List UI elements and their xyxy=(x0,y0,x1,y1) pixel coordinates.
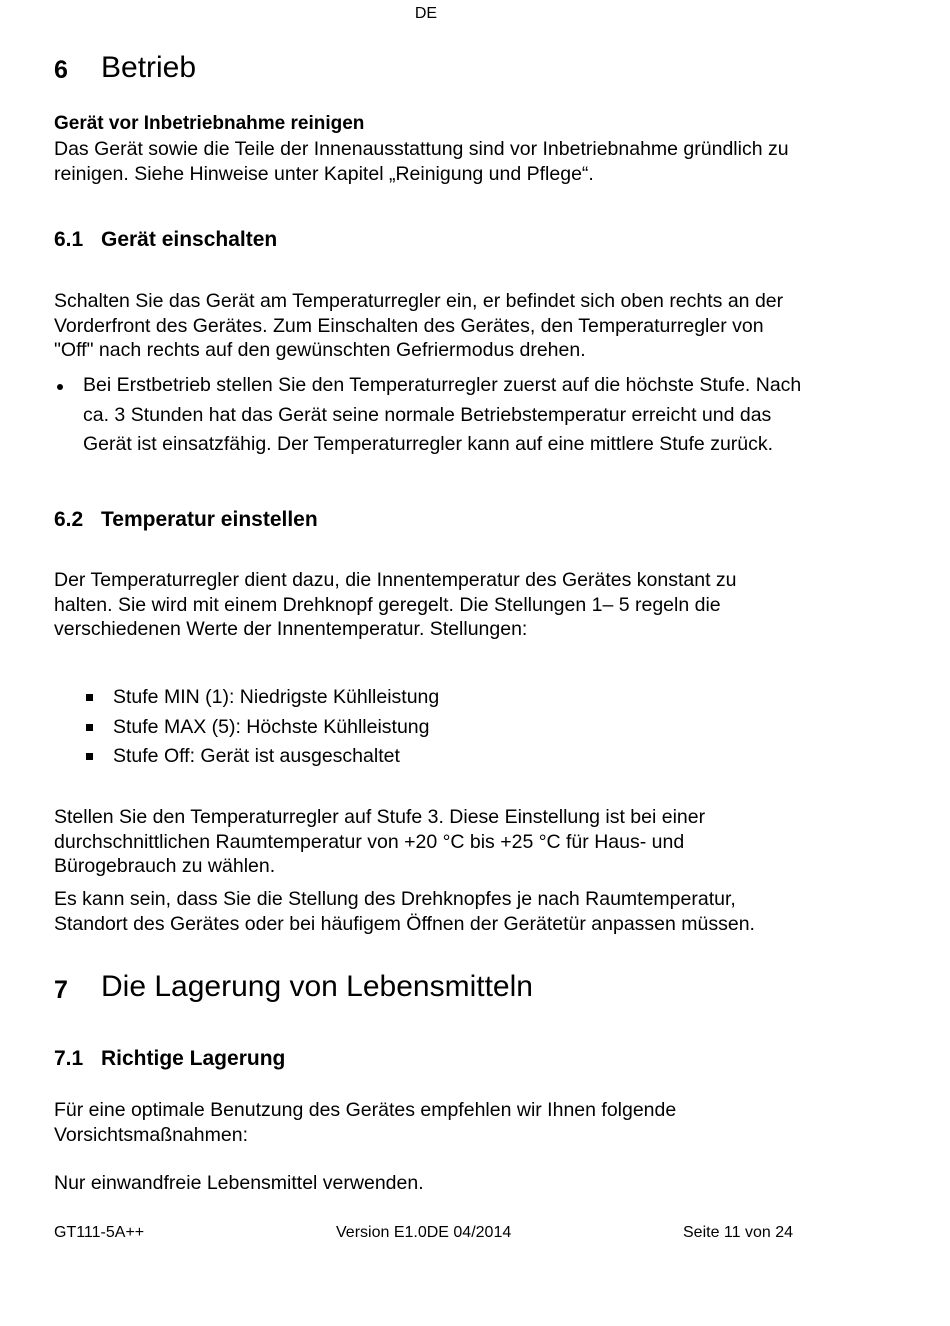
note-line-2: Standort des Gerätes oder bei häufigem Öffnen der Gerätetür anpassen müssen. xyxy=(54,912,755,935)
note-line-1: Es kann sein, dass Sie die Stellung des Drehknopfes je nach Raumtemperatur, xyxy=(54,888,736,910)
clean-line-2: reinigen. Siehe Hinweise unter Kapitel „Reinigung und Pflege“. xyxy=(54,162,594,185)
section-6-2-number: 6.2 xyxy=(54,508,84,531)
clean-line-1: Das Gerät sowie die Teile der Innenausstattung sind vor Inbetriebnahme gründlich zu xyxy=(54,138,789,160)
storage-paragraph xyxy=(54,1098,676,1147)
regulator-intro-line-3: verschiedenen Werte der Innentemperatur. Stellungen: xyxy=(54,618,528,640)
section-6-title: Betrieb xyxy=(101,51,197,84)
bullet-dot-icon xyxy=(57,384,63,390)
square-bullet-icon xyxy=(86,694,93,701)
switch-on-line-1: Schalten Sie das Gerät am Temperaturregler ein, er befindet sich oben rechts an der xyxy=(54,290,784,312)
square-bullet-icon xyxy=(86,753,93,760)
setting-item-max: Stufe MAX (5): Höchste Kühlleistung xyxy=(113,716,430,738)
clean-paragraph xyxy=(54,137,789,186)
section-7-number: 7 xyxy=(54,976,68,1004)
section-6-1-title: Gerät einschalten xyxy=(101,228,278,251)
section-6-number: 6 xyxy=(54,56,68,84)
regulator-intro-paragraph xyxy=(54,568,737,642)
storage-line-2: Vorsichtsmaßnahmen: xyxy=(54,1123,249,1146)
note-paragraph xyxy=(54,887,755,936)
advice-line-1: Stellen Sie den Temperaturregler auf Stufe 3. Diese Einstellung ist bei einer xyxy=(54,806,706,828)
switch-on-line-2: Vorderfront des Gerätes. Zum Einschalten des Gerätes, den Temperaturregler von xyxy=(54,314,764,337)
square-bullet-icon xyxy=(86,724,93,731)
first-use-line-3: Gerät ist einsatzfähig. Der Temperaturregler kann auf eine mittlere Stufe zurück. xyxy=(83,433,774,455)
footer-model: GT111-5A++ xyxy=(54,1224,145,1241)
section-7-title: Die Lagerung von Lebensmitteln xyxy=(101,970,533,1003)
clean-heading: Gerät vor Inbetriebnahme reinigen xyxy=(54,113,365,134)
section-7-1-number: 7.1 xyxy=(54,1047,84,1070)
regulator-intro-line-2: halten. Sie wird mit einem Drehknopf geregelt. Die Stellungen 1– 5 regeln die xyxy=(54,593,721,616)
section-7-1-title: Richtige Lagerung xyxy=(101,1047,286,1070)
switch-on-line-3: "Off" nach rechts auf den gewünschten Gefriermodus drehen. xyxy=(54,339,586,361)
advice-line-2: durchschnittlichen Raumtemperatur von +20 °C bis +25 °C für Haus- und xyxy=(54,830,685,853)
storage-final-line: Nur einwandfreie Lebensmittel verwenden. xyxy=(54,1172,424,1194)
footer-page-number: Seite 11 von 24 xyxy=(683,1224,794,1241)
first-use-bullet xyxy=(83,371,801,460)
advice-paragraph xyxy=(54,805,705,879)
language-code: DE xyxy=(414,5,438,22)
section-6-2-title: Temperatur einstellen xyxy=(101,508,318,531)
storage-line-1: Für eine optimale Benutzung des Gerätes empfehlen wir Ihnen folgende xyxy=(54,1099,677,1121)
setting-item-min: Stufe MIN (1): Niedrigste Kühlleistung xyxy=(113,686,440,708)
section-6-1-number: 6.1 xyxy=(54,228,84,251)
advice-line-3: Bürogebrauch zu wählen. xyxy=(54,855,276,877)
first-use-line-1: Bei Erstbetrieb stellen Sie den Temperaturregler zuerst auf die höchste Stufe. Nach xyxy=(83,374,802,396)
footer-version: Version E1.0DE 04/2014 xyxy=(336,1224,512,1241)
switch-on-paragraph xyxy=(54,289,783,363)
first-use-line-2: ca. 3 Stunden hat das Gerät seine normale Betriebstemperatur erreicht und das xyxy=(83,403,772,426)
regulator-intro-line-1: Der Temperaturregler dient dazu, die Innentemperatur des Gerätes konstant zu xyxy=(54,569,737,591)
setting-item-off: Stufe Off: Gerät ist ausgeschaltet xyxy=(113,745,400,767)
